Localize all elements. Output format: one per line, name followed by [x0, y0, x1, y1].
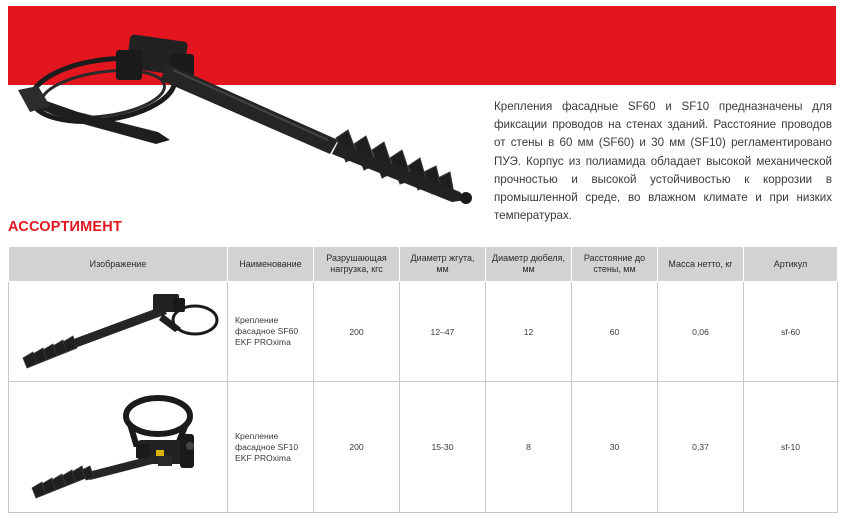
- sf60-clamp-image: [13, 284, 223, 379]
- sf10-clamp-image: [18, 384, 218, 510]
- table-row: [9, 382, 838, 513]
- cell-bundle-diameter: 12–47: [400, 282, 486, 382]
- cell-weight: 0,06: [658, 282, 744, 382]
- product-description: Крепления фасадные SF60 и SF10 предназначены для фиксации проводов на стенах зданий. Расстояние проводов от стены в 60 мм (SF60) и 30 мм (SF10) регламентировано ПУЭ. Корпус из полиамида обладает высокой механической прочностью и высокой устойчивостью к коррозии в промышленной среде, во влажном климате и при низких температурах.: [494, 100, 832, 223]
- cell-load: 200: [314, 382, 400, 513]
- cell-name: Крепление фасадное SF10 EKF PROxima: [228, 382, 314, 513]
- cell-distance: 30: [572, 382, 658, 513]
- header-load: Разрушающая нагрузка, кгс: [314, 247, 400, 282]
- header-article: Артикул: [744, 247, 838, 282]
- assortment-table: [8, 246, 838, 513]
- header-distance: Расстояние до стены, мм: [572, 247, 658, 282]
- section-title: АССОРТИМЕНТ: [8, 219, 123, 235]
- hero-product-image: [8, 20, 488, 205]
- header-weight: Масса нетто, кг: [658, 247, 744, 282]
- cell-article: sf-60: [744, 282, 838, 382]
- header-bundle-diameter: Диаметр жгута, мм: [400, 247, 486, 282]
- cell-image: [9, 282, 228, 382]
- cell-article: sf-10: [744, 382, 838, 513]
- cell-dowel-diameter: 8: [486, 382, 572, 513]
- cell-bundle-diameter: 15-30: [400, 382, 486, 513]
- cell-weight: 0,37: [658, 382, 744, 513]
- header-name: Наименование: [228, 247, 314, 282]
- table-header-row: [9, 247, 838, 282]
- cell-name: Крепление фасадное SF60 EKF PROxima: [228, 282, 314, 382]
- table-row: [9, 282, 838, 382]
- header-dowel-diameter: Диаметр дюбеля, мм: [486, 247, 572, 282]
- cell-dowel-diameter: 12: [486, 282, 572, 382]
- cell-image: [9, 382, 228, 513]
- header-image: Изображение: [9, 247, 228, 282]
- cell-load: 200: [314, 282, 400, 382]
- cell-distance: 60: [572, 282, 658, 382]
